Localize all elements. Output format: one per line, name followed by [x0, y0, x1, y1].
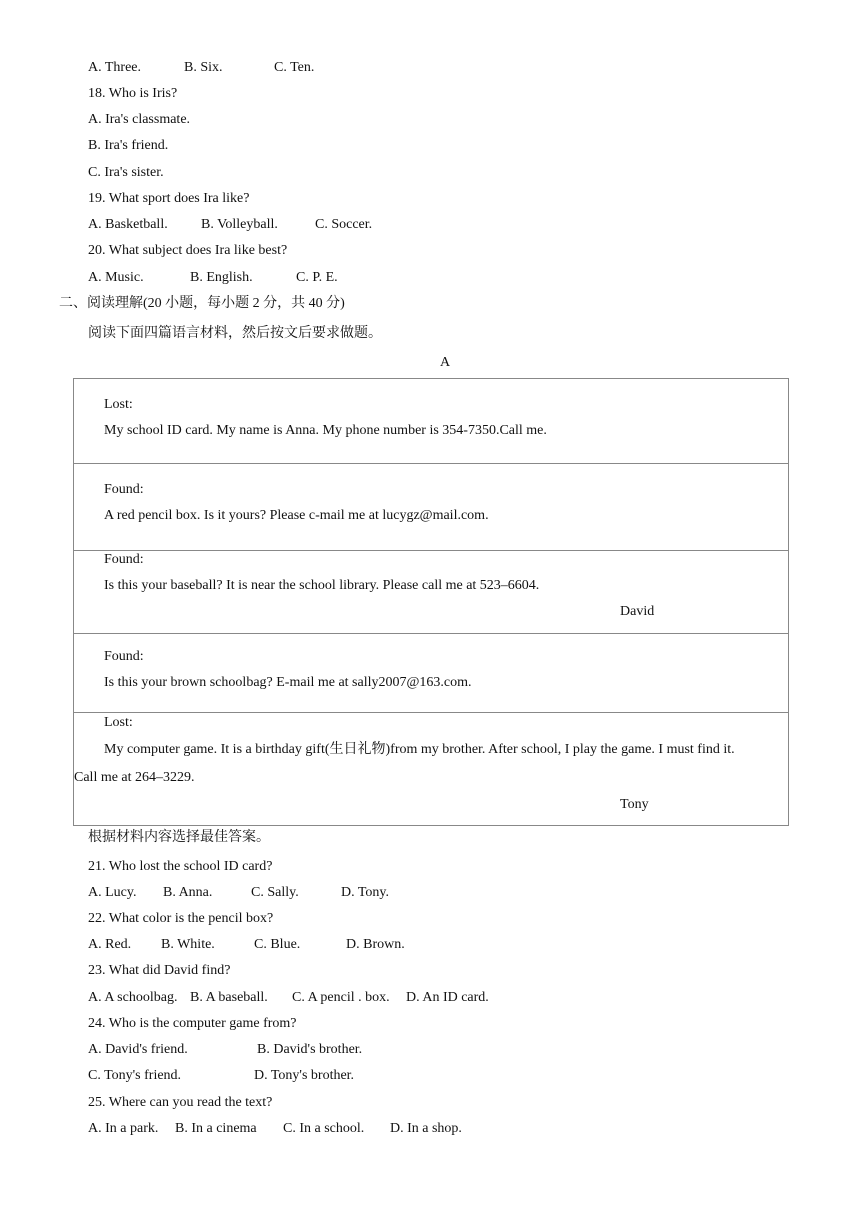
notice-3-type: Found:: [104, 552, 144, 567]
q17-option-c: C. Ten.: [274, 60, 315, 75]
q20-option-b: B. English.: [190, 270, 253, 285]
q25-option-b: B. In a cinema: [175, 1121, 257, 1136]
q25-option-a: A. In a park.: [88, 1121, 159, 1136]
section-heading: 二、阅读理解(20 小题，每小题 2 分，共 40 分): [59, 296, 345, 311]
q21-option-a: A. Lucy.: [88, 885, 137, 900]
q18-option-b: B. Ira's friend.: [88, 138, 169, 153]
notice-divider: [74, 550, 788, 551]
q21-question: 21. Who lost the school ID card?: [88, 859, 273, 874]
section-instruction: 阅读下面四篇语言材料，然后按文后要求做题。: [88, 326, 382, 341]
q22-option-d: D. Brown.: [346, 937, 405, 952]
notice-1-text: My school ID card. My name is Anna. My phone number is 354-7350.Call me.: [104, 423, 547, 438]
q19-option-b: B. Volleyball.: [201, 217, 278, 232]
notice-4-type: Found:: [104, 649, 144, 664]
q20-option-c: C. P. E.: [296, 270, 338, 285]
notice-1-type: Lost:: [104, 397, 133, 412]
q23-option-b: B. A baseball.: [190, 990, 268, 1005]
q17-option-a: A. Three.: [88, 60, 141, 75]
q20-question: 20. What subject does Ira like best?: [88, 243, 288, 258]
q19-question: 19. What sport does Ira like?: [88, 191, 250, 206]
q24-question: 24. Who is the computer game from?: [88, 1016, 297, 1031]
q23-option-c: C. A pencil . box.: [292, 990, 390, 1005]
q25-option-d: D. In a shop.: [390, 1121, 462, 1136]
q22-question: 22. What color is the pencil box?: [88, 911, 274, 926]
notice-divider: [74, 712, 788, 713]
q21-option-d: D. Tony.: [341, 885, 390, 900]
passage-label: A: [440, 355, 451, 370]
q18-option-c: C. Ira's sister.: [88, 165, 164, 180]
q22-option-a: A. Red.: [88, 937, 132, 952]
notice-divider: [74, 463, 788, 464]
q24-option-c: C. Tony's friend.: [88, 1068, 182, 1083]
notice-5-signature: Tony: [620, 797, 649, 812]
q19-option-c: C. Soccer.: [315, 217, 373, 232]
notice-3-signature: David: [620, 604, 655, 619]
q24-option-a: A. David's friend.: [88, 1042, 188, 1057]
q19-option-a: A. Basketball.: [88, 217, 168, 232]
notice-board: [73, 378, 789, 826]
q18-question: 18. Who is Iris?: [88, 86, 178, 101]
notice-3-text: Is this your baseball? It is near the school library. Please call me at 523–6604.: [104, 578, 540, 593]
q23-option-a: A. A schoolbag.: [88, 990, 178, 1005]
q23-option-d: D. An ID card.: [406, 990, 489, 1005]
notice-divider: [74, 633, 788, 634]
q22-option-b: B. White.: [161, 937, 215, 952]
notice-5-text: My computer game. It is a birthday gift(生日礼物)from my brother. After school, I play the game. I must find it.: [104, 742, 735, 757]
q25-question: 25. Where can you read the text?: [88, 1095, 273, 1110]
q21-option-b: B. Anna.: [163, 885, 213, 900]
q22-option-c: C. Blue.: [254, 937, 301, 952]
q18-option-a: A. Ira's classmate.: [88, 112, 191, 127]
notice-2-text: A red pencil box. Is it yours? Please c-mail me at lucygz@mail.com.: [104, 508, 489, 523]
q17-option-b: B. Six.: [184, 60, 223, 75]
q23-question: 23. What did David find?: [88, 963, 231, 978]
q24-option-d: D. Tony's brother.: [254, 1068, 355, 1083]
notice-5-text-cont: Call me at 264–3229.: [74, 770, 195, 785]
q21-option-c: C. Sally.: [251, 885, 299, 900]
q20-option-a: A. Music.: [88, 270, 144, 285]
notice-4-text: Is this your brown schoolbag? E-mail me at sally2007@163.com.: [104, 675, 472, 690]
notice-5-type: Lost:: [104, 715, 133, 730]
choose-instruction: 根据材料内容选择最佳答案。: [88, 830, 270, 845]
q25-option-c: C. In a school.: [283, 1121, 365, 1136]
notice-2-type: Found:: [104, 482, 144, 497]
q24-option-b: B. David's brother.: [257, 1042, 363, 1057]
